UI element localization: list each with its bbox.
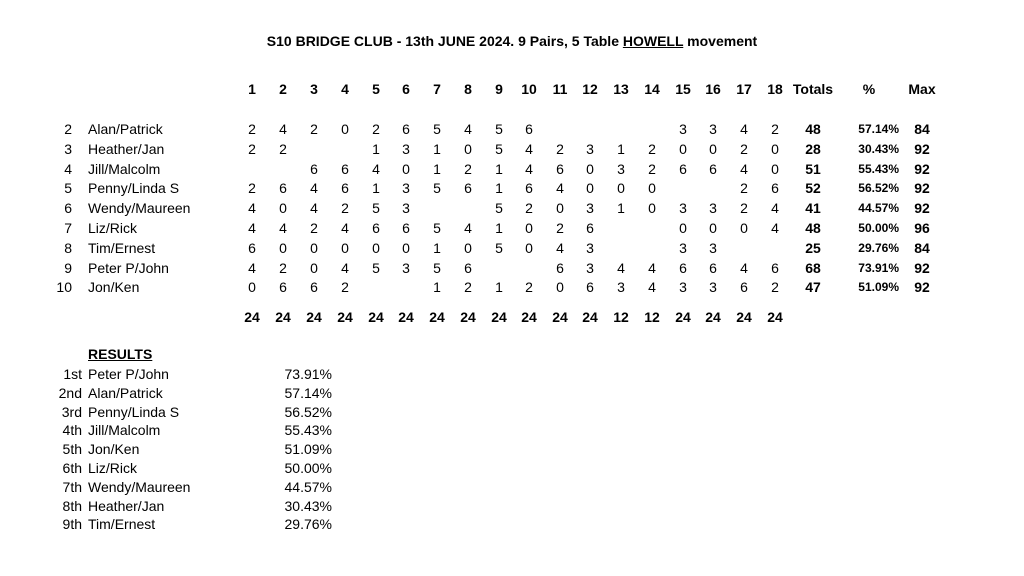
pair-name: Liz/Rick (88, 220, 138, 236)
score-cell: 6 (279, 180, 287, 197)
pair-name: Heather/Jan (88, 140, 165, 157)
score-cell: 2 (248, 140, 256, 157)
pair-name: Wendy/Maureen (88, 200, 191, 217)
score-cell: 5 (433, 180, 441, 197)
score-cell: 1 (617, 140, 625, 157)
score-cell: 0 (679, 220, 687, 236)
score-cell: 6 (341, 180, 349, 197)
score-cell: 2 (464, 160, 472, 177)
score-cell: 6 (679, 259, 687, 276)
score-cell: 3 (586, 140, 594, 157)
board-header: 12 (582, 81, 598, 97)
score-cell: 0 (310, 239, 318, 256)
pair-number: 7 (64, 220, 72, 236)
pair-name: Peter P/John (88, 259, 169, 276)
pair-name: Penny/Linda S (88, 180, 180, 197)
score-cell: 1 (495, 220, 503, 236)
board-header: 10 (521, 81, 537, 97)
pair-max: 92 (914, 140, 930, 157)
score-cell: 0 (679, 140, 687, 157)
result-pair-name: Wendy/Maureen (88, 478, 191, 495)
pair-number: 5 (64, 180, 72, 197)
score-cell: 4 (279, 121, 287, 137)
score-cell: 4 (310, 180, 318, 197)
pair-percent: 30.43% (858, 141, 899, 156)
result-place: 3rd (61, 403, 82, 420)
title-underlined: HOWELL (622, 33, 684, 49)
score-cell: 5 (495, 200, 503, 217)
score-cell: 1 (495, 160, 503, 177)
score-cell: 1 (495, 180, 503, 197)
result-pair-name: Alan/Patrick (88, 384, 163, 401)
score-cell: 6 (310, 160, 318, 177)
board-header: 2 (279, 81, 287, 97)
pair-max: 84 (914, 121, 930, 137)
pair-percent: 29.76% (858, 240, 899, 255)
result-place: 9th (62, 516, 82, 533)
score-cell: 0 (709, 140, 717, 157)
score-cell: 4 (310, 200, 318, 217)
score-cell: 2 (279, 140, 287, 157)
score-cell: 0 (648, 200, 656, 217)
score-cell: 0 (586, 180, 594, 197)
score-cell: 6 (709, 160, 717, 177)
result-place: 4th (62, 422, 82, 439)
result-pair-name: Heather/Jan (88, 497, 165, 514)
score-cell: 2 (310, 220, 318, 236)
score-cell: 6 (372, 220, 380, 236)
score-cell: 2 (648, 160, 656, 177)
score-cell: 2 (310, 121, 318, 137)
score-cell: 1 (372, 180, 380, 197)
score-cell: 1 (433, 279, 441, 296)
pair-total: 47 (805, 279, 821, 296)
pair-max: 92 (914, 200, 930, 217)
result-place: 5th (62, 441, 82, 458)
score-cell: 0 (279, 239, 287, 256)
pair-number: 8 (64, 239, 72, 256)
score-cell: 4 (648, 279, 656, 296)
score-cell: 4 (525, 160, 533, 177)
score-cell: 4 (617, 259, 625, 276)
score-cell: 6 (586, 220, 594, 236)
score-cell: 0 (586, 160, 594, 177)
pair-number: 2 (64, 121, 72, 137)
score-cell: 0 (402, 160, 410, 177)
score-cell: 4 (525, 140, 533, 157)
score-cell: 4 (740, 121, 748, 137)
score-cell: 2 (464, 279, 472, 296)
column-total: 24 (244, 309, 260, 325)
score-cell: 2 (248, 121, 256, 137)
pair-max: 92 (914, 180, 930, 197)
score-cell: 2 (771, 279, 779, 296)
result-pair-name: Penny/Linda S (88, 403, 180, 420)
score-cell: 4 (464, 220, 472, 236)
pair-percent: 55.43% (858, 161, 899, 176)
pair-percent: 50.00% (858, 221, 899, 235)
score-cell: 0 (556, 200, 564, 217)
score-cell: 1 (372, 140, 380, 157)
score-cell: 0 (372, 239, 380, 256)
board-header: 5 (372, 81, 380, 97)
column-total: 24 (491, 309, 507, 325)
result-pair-name: Peter P/John (88, 366, 169, 382)
score-cell: 3 (402, 200, 410, 217)
score-cell: 6 (771, 259, 779, 276)
score-cell: 2 (341, 279, 349, 296)
column-total: 24 (429, 309, 445, 325)
board-header: 6 (402, 81, 410, 97)
board-header: 13 (613, 81, 629, 97)
score-cell: 4 (341, 220, 349, 236)
result-place: 2nd (58, 384, 82, 401)
result-percent: 56.52% (284, 403, 332, 420)
score-cell: 0 (709, 220, 717, 236)
score-cell: 2 (740, 140, 748, 157)
score-cell: 0 (525, 220, 533, 236)
pair-number: 6 (64, 200, 72, 217)
score-cell: 6 (402, 220, 410, 236)
score-cell: 4 (740, 160, 748, 177)
totals-header: Totals (792, 81, 834, 97)
column-total: 24 (582, 309, 598, 325)
result-place: 8th (62, 497, 82, 514)
max-header: Max (908, 81, 936, 97)
score-cell: 3 (586, 259, 594, 276)
board-header: 3 (310, 81, 318, 97)
pair-max: 92 (914, 160, 930, 177)
score-cell: 2 (525, 279, 533, 296)
score-cell: 1 (433, 160, 441, 177)
pair-percent: 51.09% (858, 280, 899, 295)
score-cell: 2 (341, 200, 349, 217)
pair-total: 41 (805, 200, 821, 217)
score-cell: 0 (310, 259, 318, 276)
pair-name: Tim/Ernest (88, 239, 156, 256)
board-header: 1 (248, 81, 256, 97)
score-cell: 3 (586, 200, 594, 217)
score-cell: 4 (372, 160, 380, 177)
score-cell: 3 (679, 239, 687, 256)
score-cell: 4 (248, 220, 256, 236)
score-cell: 2 (740, 180, 748, 197)
score-cell: 2 (648, 140, 656, 157)
score-cell: 4 (648, 259, 656, 276)
score-cell: 3 (402, 180, 410, 197)
score-cell: 1 (495, 279, 503, 296)
score-cell: 3 (709, 279, 717, 296)
score-cell: 6 (586, 279, 594, 296)
score-cell: 4 (464, 121, 472, 137)
score-cell: 6 (279, 279, 287, 296)
score-cell: 3 (402, 140, 410, 157)
board-header: 9 (495, 81, 503, 97)
pair-total: 51 (805, 160, 821, 177)
score-cell: 5 (433, 220, 441, 236)
score-cell: 0 (740, 220, 748, 236)
pair-name: Jon/Ken (88, 279, 140, 296)
result-pair-name: Jon/Ken (88, 441, 140, 458)
score-cell: 0 (771, 140, 779, 157)
score-cell: 5 (495, 140, 503, 157)
column-total: 24 (306, 309, 322, 325)
score-cell: 4 (248, 200, 256, 217)
score-cell: 0 (556, 279, 564, 296)
score-cell: 1 (433, 239, 441, 256)
score-cell: 6 (525, 180, 533, 197)
column-total: 24 (736, 309, 752, 325)
score-cell: 2 (556, 140, 564, 157)
pair-number: 4 (64, 160, 72, 177)
pair-total: 52 (805, 180, 821, 197)
score-cell: 1 (617, 200, 625, 217)
score-cell: 2 (279, 259, 287, 276)
score-cell: 3 (617, 279, 625, 296)
board-header: 18 (767, 81, 783, 97)
pair-percent: 56.52% (858, 181, 899, 196)
score-cell: 6 (464, 180, 472, 197)
result-place: 7th (62, 478, 82, 495)
score-cell: 3 (709, 200, 717, 217)
pair-number: 10 (56, 279, 72, 296)
pair-max: 92 (914, 259, 930, 276)
score-cell: 6 (341, 160, 349, 177)
score-cell: 4 (556, 239, 564, 256)
score-cell: 5 (433, 259, 441, 276)
score-cell: 6 (709, 259, 717, 276)
score-cell: 1 (433, 140, 441, 157)
pair-percent: 57.14% (858, 122, 899, 136)
score-cell: 0 (341, 121, 349, 137)
score-cell: 2 (740, 200, 748, 217)
column-total: 12 (644, 309, 660, 325)
board-header: 15 (675, 81, 691, 97)
score-cell: 4 (248, 259, 256, 276)
score-cell: 6 (464, 259, 472, 276)
score-cell: 6 (679, 160, 687, 177)
score-cell: 4 (771, 200, 779, 217)
board-header: 7 (433, 81, 441, 97)
score-cell: 0 (279, 200, 287, 217)
score-cell: 4 (341, 259, 349, 276)
pair-max: 84 (914, 239, 930, 256)
pair-max: 96 (914, 220, 930, 236)
score-cell: 6 (402, 121, 410, 137)
title-prefix: S10 BRIDGE CLUB - 13th JUNE 2024. 9 Pairs, 5 Table (266, 33, 623, 49)
result-percent: 55.43% (284, 422, 332, 439)
score-cell: 3 (679, 200, 687, 217)
score-cell: 0 (464, 140, 472, 157)
score-cell: 6 (556, 259, 564, 276)
score-cell: 3 (679, 279, 687, 296)
pair-number: 3 (64, 140, 72, 157)
result-pair-name: Liz/Rick (88, 460, 138, 476)
result-percent: 44.57% (284, 478, 332, 495)
score-cell: 3 (586, 239, 594, 256)
score-cell: 6 (525, 121, 533, 137)
pair-total: 25 (805, 239, 821, 256)
pair-total: 28 (805, 140, 821, 157)
column-total: 12 (613, 309, 629, 325)
score-cell: 0 (617, 180, 625, 197)
result-percent: 51.09% (284, 441, 332, 458)
result-percent: 50.00% (284, 460, 332, 476)
board-header: 4 (341, 81, 349, 97)
score-cell: 0 (464, 239, 472, 256)
score-cell: 2 (248, 180, 256, 197)
result-percent: 30.43% (284, 497, 332, 514)
pair-number: 9 (64, 259, 72, 276)
score-cell: 5 (495, 239, 503, 256)
score-cell: 2 (525, 200, 533, 217)
pair-percent: 73.91% (858, 260, 899, 275)
result-percent: 57.14% (284, 384, 332, 401)
column-total: 24 (521, 309, 537, 325)
pair-percent: 44.57% (858, 201, 899, 216)
column-total: 24 (337, 309, 353, 325)
score-cell: 4 (771, 220, 779, 236)
column-total: 24 (767, 309, 783, 325)
pair-total: 48 (805, 121, 821, 137)
column-total: 24 (275, 309, 291, 325)
board-header: 11 (552, 81, 568, 97)
score-cell: 2 (556, 220, 564, 236)
result-pair-name: Tim/Ernest (88, 516, 156, 533)
score-cell: 6 (310, 279, 318, 296)
score-cell: 0 (648, 180, 656, 197)
score-cell: 5 (372, 200, 380, 217)
title-suffix: movement (683, 33, 758, 49)
score-cell: 4 (740, 259, 748, 276)
score-cell: 6 (248, 239, 256, 256)
result-pair-name: Jill/Malcolm (88, 422, 161, 439)
score-cell: 3 (709, 239, 717, 256)
column-total: 24 (398, 309, 414, 325)
result-place: 6th (62, 460, 82, 476)
results-heading: RESULTS (88, 346, 153, 362)
score-cell: 3 (709, 121, 717, 137)
score-cell: 0 (525, 239, 533, 256)
column-total: 24 (705, 309, 721, 325)
board-header: 14 (644, 81, 660, 97)
pair-total: 68 (805, 259, 821, 276)
score-cell: 5 (495, 121, 503, 137)
result-percent: 73.91% (284, 366, 332, 382)
score-cell: 2 (372, 121, 380, 137)
result-place: 1st (63, 366, 82, 382)
score-cell: 6 (771, 180, 779, 197)
column-total: 24 (675, 309, 691, 325)
score-cell: 6 (556, 160, 564, 177)
score-cell: 2 (771, 121, 779, 137)
percent-header: % (862, 81, 876, 97)
score-cell: 3 (679, 121, 687, 137)
column-total: 24 (460, 309, 476, 325)
score-cell: 3 (617, 160, 625, 177)
column-total: 24 (368, 309, 384, 325)
pair-max: 92 (914, 279, 930, 296)
pair-name: Jill/Malcolm (88, 160, 161, 177)
score-cell: 0 (341, 239, 349, 256)
score-cell: 4 (556, 180, 564, 197)
page-title (0, 33, 1024, 49)
pair-name: Alan/Patrick (88, 121, 163, 137)
score-cell: 6 (740, 279, 748, 296)
score-cell: 4 (279, 220, 287, 236)
column-total: 24 (552, 309, 568, 325)
score-cell: 3 (402, 259, 410, 276)
board-header: 17 (736, 81, 752, 97)
score-cell: 0 (402, 239, 410, 256)
score-cell: 0 (248, 279, 256, 296)
board-header: 8 (464, 81, 472, 97)
score-cell: 5 (433, 121, 441, 137)
score-cell: 5 (372, 259, 380, 276)
score-cell: 0 (771, 160, 779, 177)
pair-total: 48 (805, 220, 821, 236)
result-percent: 29.76% (284, 516, 332, 533)
board-header: 16 (705, 81, 721, 97)
